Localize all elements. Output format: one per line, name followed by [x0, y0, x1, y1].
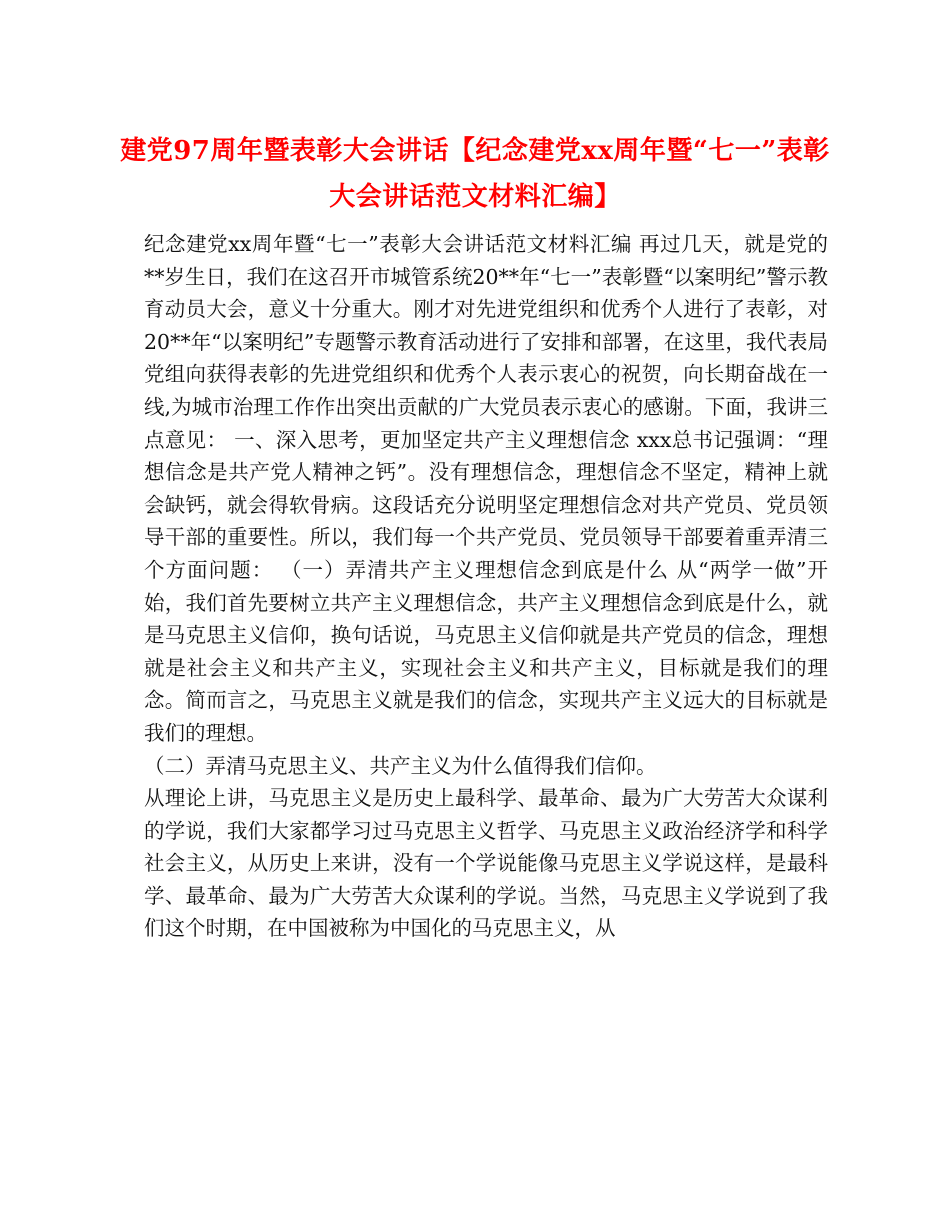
body-paragraph-3: 从理论上讲，马克思主义是历史上最科学、最革命、最为广大劳苦大众谋利的学说，我们大家都学习过马克思主义哲学、马克思主义政治经济学和科学社会主义，从历史上来讲，没有一个学说能像马克思主义学说这样，是最科学、最革命、最为广大劳苦大众谋利的学说。当然，马克思主义学说到了我们这个时期，在中国被称为中国化的马克思主义，从 — [144, 786, 828, 941]
document-body — [144, 228, 828, 945]
body-paragraph-1: 纪念建党xx周年暨“七一”表彰大会讲话范文材料汇编 再过几天，就是党的**岁生日，我们在这召开市城管系统20**年“七一”表彰暨“以案明纪”警示教育动员大会，意义十分重大。刚才对先进党组织和优秀个人进行了表彰，对20**年“以案明纪”专题警示教育活动进行了安排和部署，在这里，我代表局党组向获得表彰的先进党组织和优秀个人表示衷心的祝贺，向长期奋战在一线,为城市治理工作作出突出贡献的广大党员表示衷心的感谢。下面，我讲三点意见： 一、深入思考，更加坚定共产主义理想信念 xxx总书记强调：“理想信念是共产党人精神之钙”。没有理想信念，理想信念不坚定，精神上就会缺钙，就会得软骨病。这段话充分说明坚定理想信念对共产党员、党员领导干部的重要性。所以，我们每一个共产党员、党员领导干部要着重弄清三个方面问题： （一）弄清共产主义理想信念到底是什么 从“两学一做”开始，我们首先要树立共产主义理想信念，共产主义理想信念到底是什么，就是马克思主义信仰，换句话说，马克思主义信仰就是共产党员的信念，理想就是社会主义和共产主义，实现社会主义和共产主义，目标就是我们的理念。简而言之，马克思主义就是我们的信念，实现共产主义远大的目标就是我们的理想。 — [144, 232, 828, 745]
document-title: 建党97周年暨表彰大会讲话【纪念建党xx周年暨“七一”表彰大会讲话范文材料汇编】 — [120, 136, 830, 212]
body-paragraph-2: （二）弄清马克思主义、共产主义为什么值得我们信仰。 — [144, 753, 657, 778]
